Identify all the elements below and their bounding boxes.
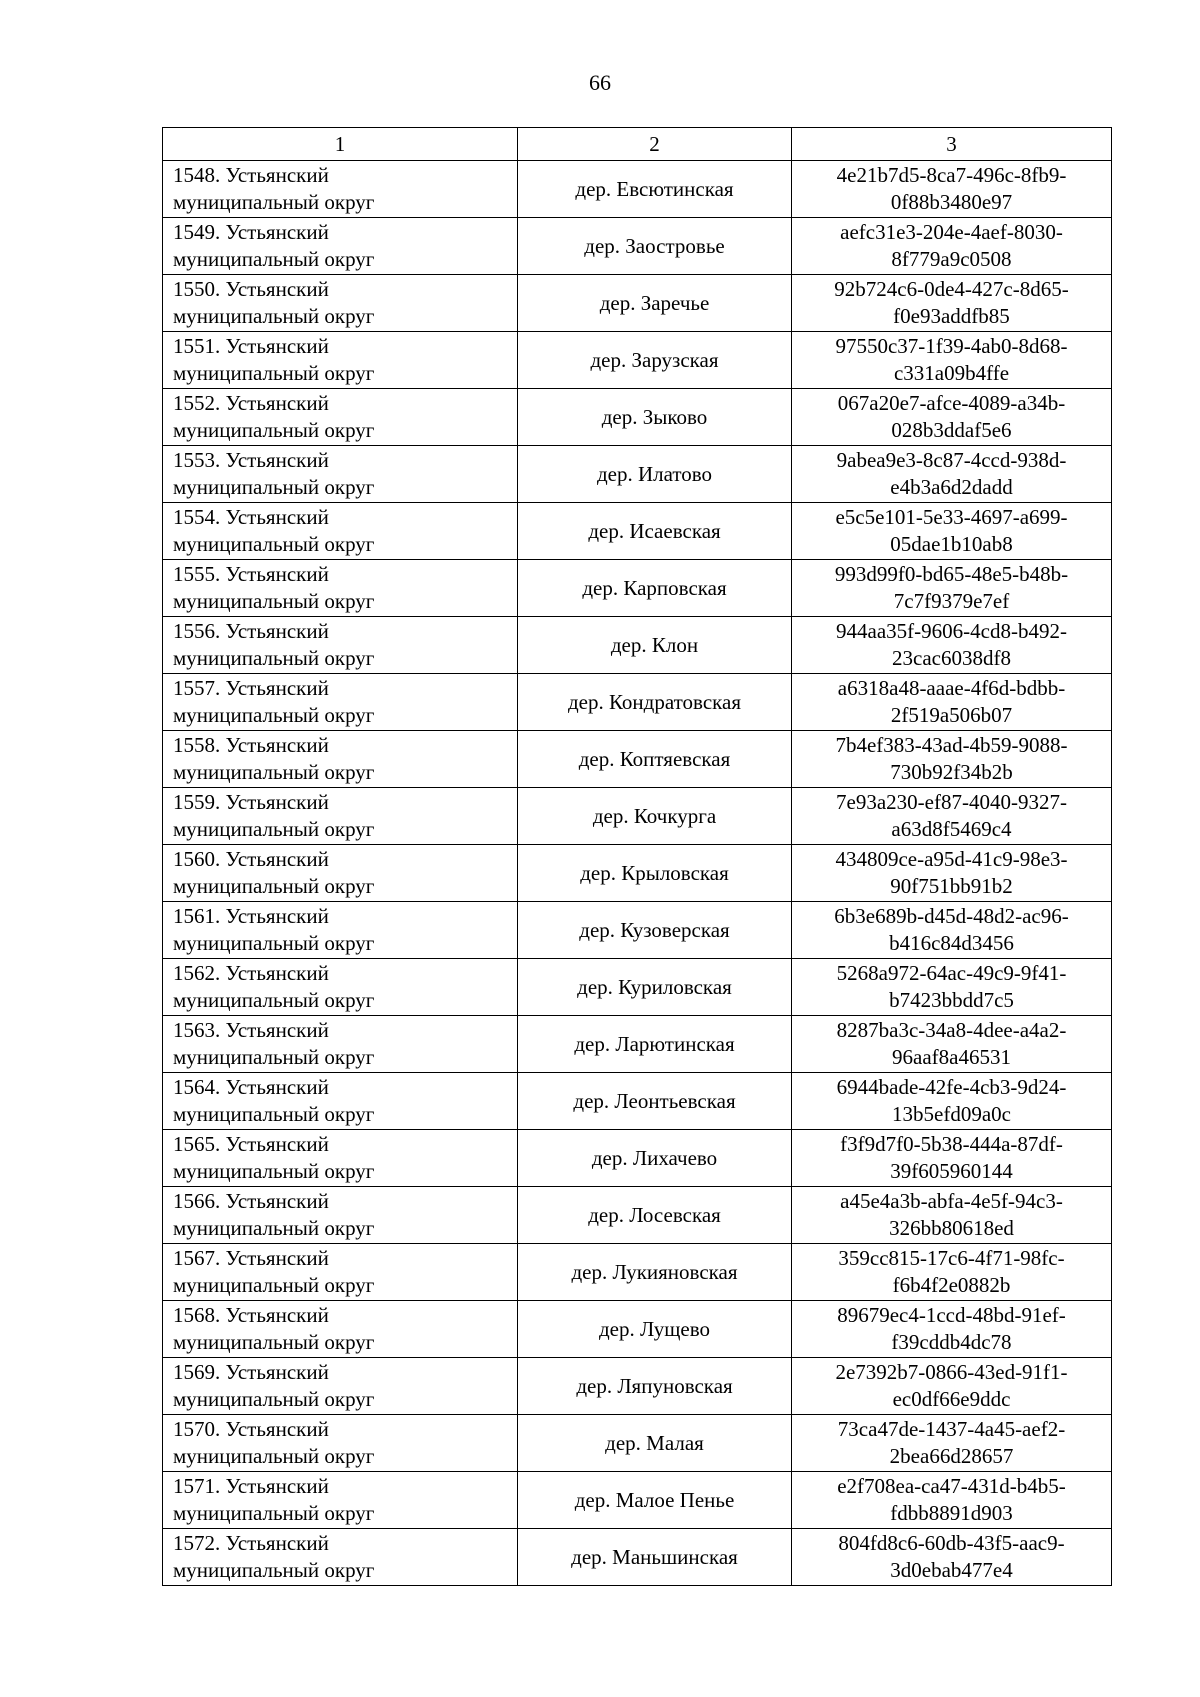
district-text: 1565. Устьянский — [173, 1132, 329, 1156]
guid-cell — [792, 674, 1112, 731]
table-row — [163, 1358, 1112, 1415]
district-cell — [163, 1358, 518, 1415]
district-text: муниципальный округ — [173, 1501, 375, 1525]
district-text: 1548. Устьянский — [173, 163, 329, 187]
district-cell — [163, 1244, 518, 1301]
guid-text: e4b3a6d2dadd — [890, 475, 1013, 499]
guid-cell — [792, 1415, 1112, 1472]
district-text: 1554. Устьянский — [173, 505, 329, 529]
guid-text: aefc31e3-204e-4aef-8030- — [840, 220, 1063, 244]
table-row — [163, 218, 1112, 275]
guid-text: f6b4f2e0882b — [892, 1273, 1011, 1297]
table-row — [163, 674, 1112, 731]
table-row — [163, 1244, 1112, 1301]
guid-text: 730b92f34b2b — [890, 760, 1013, 784]
guid-cell — [792, 845, 1112, 902]
guid-text: 96aaf8a46531 — [892, 1045, 1011, 1069]
guid-text: c331a09b4ffe — [893, 361, 1010, 385]
district-text: 1567. Устьянский — [173, 1246, 329, 1270]
village-cell: дер. Малая — [518, 1415, 792, 1472]
district-text: 1558. Устьянский — [173, 733, 329, 757]
table-row — [163, 731, 1112, 788]
table-row — [163, 560, 1112, 617]
guid-cell — [792, 1358, 1112, 1415]
guid-text: 326bb80618ed — [889, 1216, 1014, 1240]
table-row — [163, 1130, 1112, 1187]
district-cell — [163, 1016, 518, 1073]
guid-cell — [792, 218, 1112, 275]
district-text: 1549. Устьянский — [173, 220, 329, 244]
district-cell — [163, 1301, 518, 1358]
guid-cell — [792, 1187, 1112, 1244]
district-cell — [163, 617, 518, 674]
district-cell — [163, 275, 518, 332]
guid-cell — [792, 1472, 1112, 1529]
guid-text: 13b5efd09a0c — [892, 1102, 1011, 1126]
district-text: 1570. Устьянский — [173, 1417, 329, 1441]
district-text: 1557. Устьянский — [173, 676, 329, 700]
guid-text: 2f519a506b07 — [890, 703, 1013, 727]
district-text: муниципальный округ — [173, 589, 375, 613]
district-cell — [163, 1529, 518, 1586]
guid-cell — [792, 503, 1112, 560]
table-row — [163, 617, 1112, 674]
district-text: муниципальный округ — [173, 1102, 375, 1126]
village-cell: дер. Евсютинская — [518, 161, 792, 218]
guid-cell — [792, 161, 1112, 218]
village-cell: дер. Кочкурга — [518, 788, 792, 845]
guid-text: 6944bade-42fe-4cb3-9d24- — [836, 1075, 1067, 1099]
village-cell: дер. Лихачево — [518, 1130, 792, 1187]
district-text: муниципальный округ — [173, 817, 375, 841]
village-cell: дер. Лущево — [518, 1301, 792, 1358]
district-cell — [163, 902, 518, 959]
district-text: 1564. Устьянский — [173, 1075, 329, 1099]
village-cell: дер. Зарузская — [518, 332, 792, 389]
district-text: 1561. Устьянский — [173, 904, 329, 928]
header-row — [163, 128, 1112, 161]
district-text: муниципальный округ — [173, 988, 375, 1012]
table-row — [163, 1529, 1112, 1586]
guid-text: 7b4ef383-43ad-4b59-9088- — [835, 733, 1068, 757]
guid-cell — [792, 1244, 1112, 1301]
district-text: муниципальный округ — [173, 1216, 375, 1240]
guid-text: 3d0ebab477e4 — [890, 1558, 1013, 1582]
district-text: 1556. Устьянский — [173, 619, 329, 643]
district-text: 1551. Устьянский — [173, 334, 329, 358]
table-row — [163, 788, 1112, 845]
village-cell: дер. Куриловская — [518, 959, 792, 1016]
village-cell: дер. Клон — [518, 617, 792, 674]
table-row — [163, 389, 1112, 446]
village-cell: дер. Ляпуновская — [518, 1358, 792, 1415]
guid-text: 97550c37-1f39-4ab0-8d68- — [835, 334, 1068, 358]
district-cell — [163, 674, 518, 731]
village-cell: дер. Зыково — [518, 389, 792, 446]
guid-text: 39f605960144 — [890, 1159, 1013, 1183]
district-text: 1562. Устьянский — [173, 961, 329, 985]
guid-text: 9abea9e3-8c87-4ccd-938d- — [836, 448, 1067, 472]
guid-text: 90f751bb91b2 — [890, 874, 1013, 898]
guid-text: 804fd8c6-60db-43f5-aac9- — [838, 1531, 1065, 1555]
district-text: муниципальный округ — [173, 760, 375, 784]
district-cell — [163, 1073, 518, 1130]
district-cell — [163, 332, 518, 389]
guid-text: 92b724c6-0de4-427c-8d65- — [834, 277, 1069, 301]
district-cell — [163, 218, 518, 275]
guid-text: 7e93a230-ef87-4040-9327- — [836, 790, 1067, 814]
table-row — [163, 1187, 1112, 1244]
guid-text: e2f708ea-ca47-431d-b4b5- — [837, 1474, 1066, 1498]
district-text: 1569. Устьянский — [173, 1360, 329, 1384]
district-text: 1560. Устьянский — [173, 847, 329, 871]
table-row — [163, 845, 1112, 902]
table-row — [163, 161, 1112, 218]
table-row — [163, 902, 1112, 959]
district-cell — [163, 1187, 518, 1244]
header-col-3: 3 — [792, 128, 1112, 161]
guid-text: 5268a972-64ac-49c9-9f41- — [836, 961, 1067, 985]
district-text: 1559. Устьянский — [173, 790, 329, 814]
district-text: муниципальный округ — [173, 1330, 375, 1354]
district-cell — [163, 389, 518, 446]
table-row — [163, 503, 1112, 560]
guid-cell — [792, 332, 1112, 389]
district-text: муниципальный округ — [173, 247, 375, 271]
guid-text: e5c5e101-5e33-4697-a699- — [835, 505, 1068, 529]
district-cell — [163, 731, 518, 788]
guid-cell — [792, 902, 1112, 959]
village-cell: дер. Кузоверская — [518, 902, 792, 959]
guid-text: 8287ba3c-34a8-4dee-a4a2- — [836, 1018, 1067, 1042]
district-text: муниципальный округ — [173, 1444, 375, 1468]
district-text: 1571. Устьянский — [173, 1474, 329, 1498]
district-text: 1563. Устьянский — [173, 1018, 329, 1042]
district-text: муниципальный округ — [173, 1558, 375, 1582]
guid-text: 434809ce-a95d-41c9-98e3- — [835, 847, 1068, 871]
district-cell — [163, 503, 518, 560]
district-cell — [163, 845, 518, 902]
district-text: 1566. Устьянский — [173, 1189, 329, 1213]
district-text: муниципальный округ — [173, 361, 375, 385]
district-text: 1552. Устьянский — [173, 391, 329, 415]
guid-cell — [792, 1073, 1112, 1130]
table-row — [163, 275, 1112, 332]
district-text: муниципальный округ — [173, 1273, 375, 1297]
district-cell — [163, 446, 518, 503]
guid-text: b7423bbdd7c5 — [889, 988, 1014, 1012]
guid-text: 73ca47de-1437-4a45-aef2- — [837, 1417, 1066, 1441]
village-cell: дер. Крыловская — [518, 845, 792, 902]
guid-cell — [792, 731, 1112, 788]
district-text: муниципальный округ — [173, 1159, 375, 1183]
guid-cell — [792, 275, 1112, 332]
guid-text: fdbb8891d903 — [890, 1501, 1013, 1525]
district-text: муниципальный округ — [173, 418, 375, 442]
district-text: муниципальный округ — [173, 1387, 375, 1411]
district-cell — [163, 1415, 518, 1472]
district-text: 1572. Устьянский — [173, 1531, 329, 1555]
table-row — [163, 332, 1112, 389]
village-cell: дер. Заречье — [518, 275, 792, 332]
village-cell: дер. Малое Пенье — [518, 1472, 792, 1529]
table-row — [163, 1415, 1112, 1472]
guid-cell — [792, 1130, 1112, 1187]
district-cell — [163, 161, 518, 218]
district-text: муниципальный округ — [173, 304, 375, 328]
guid-text: 4e21b7d5-8ca7-496c-8fb9- — [836, 163, 1067, 187]
guid-cell — [792, 1529, 1112, 1586]
village-cell: дер. Маньшинская — [518, 1529, 792, 1586]
table-row — [163, 1016, 1112, 1073]
guid-cell — [792, 959, 1112, 1016]
guid-text: f0e93addfb85 — [893, 304, 1010, 328]
district-text: 1555. Устьянский — [173, 562, 329, 586]
village-cell: дер. Коптяевская — [518, 731, 792, 788]
guid-cell — [792, 446, 1112, 503]
guid-text: 993d99f0-bd65-48e5-b48b- — [834, 562, 1069, 586]
header-col-1: 1 — [163, 128, 518, 161]
guid-text: 0f88b3480e97 — [890, 190, 1013, 214]
guid-text: a45e4a3b-abfa-4e5f-94c3- — [840, 1189, 1063, 1213]
district-text: муниципальный округ — [173, 1045, 375, 1069]
district-text: 1553. Устьянский — [173, 448, 329, 472]
village-cell: дер. Лосевская — [518, 1187, 792, 1244]
guid-text: 028b3ddaf5e6 — [891, 418, 1012, 442]
table-body — [163, 161, 1112, 1586]
guid-text: 2e7392b7-0866-43ed-91f1- — [835, 1360, 1068, 1384]
district-text: муниципальный округ — [173, 190, 375, 214]
table-row — [163, 446, 1112, 503]
guid-text: f39cddb4dc78 — [891, 1330, 1012, 1354]
guid-cell — [792, 1301, 1112, 1358]
guid-cell — [792, 617, 1112, 674]
village-cell: дер. Леонтьевская — [518, 1073, 792, 1130]
guid-cell — [792, 560, 1112, 617]
village-cell: дер. Исаевская — [518, 503, 792, 560]
guid-text: f3f9d7f0-5b38-444a-87df- — [840, 1132, 1063, 1156]
guid-text: 23cac6038df8 — [892, 646, 1011, 670]
village-cell: дер. Ларютинская — [518, 1016, 792, 1073]
guid-text: a63d8f5469c4 — [891, 817, 1012, 841]
district-cell — [163, 959, 518, 1016]
district-text: муниципальный округ — [173, 931, 375, 955]
district-text: муниципальный округ — [173, 532, 375, 556]
guid-cell — [792, 1016, 1112, 1073]
district-cell — [163, 1472, 518, 1529]
guid-text: 6b3e689b-d45d-48d2-ac96- — [834, 904, 1069, 928]
village-cell: дер. Илатово — [518, 446, 792, 503]
guid-text: 2bea66d28657 — [889, 1444, 1014, 1468]
guid-text: 359cc815-17c6-4f71-98fc- — [838, 1246, 1065, 1270]
guid-text: b416c84d3456 — [889, 931, 1014, 955]
village-cell: дер. Кондратовская — [518, 674, 792, 731]
table-row — [163, 959, 1112, 1016]
district-cell — [163, 1130, 518, 1187]
district-text: 1550. Устьянский — [173, 277, 329, 301]
page-number: 66 — [589, 70, 611, 95]
district-text: муниципальный округ — [173, 874, 375, 898]
guid-text: 067a20e7-afce-4089-a34b- — [837, 391, 1066, 415]
guid-text: a6318a48-aaae-4f6d-bdbb- — [837, 676, 1066, 700]
guid-text: 944aa35f-9606-4cd8-b492- — [836, 619, 1067, 643]
table-row — [163, 1073, 1112, 1130]
guid-text: 7c7f9379e7ef — [893, 589, 1010, 613]
district-text: муниципальный округ — [173, 703, 375, 727]
district-text: муниципальный округ — [173, 646, 375, 670]
settlements-table — [162, 127, 1112, 1586]
guid-text: 89679ec4-1ccd-48bd-91ef- — [837, 1303, 1066, 1327]
guid-text: 8f779a9c0508 — [891, 247, 1012, 271]
village-cell: дер. Заостровье — [518, 218, 792, 275]
table-row — [163, 1472, 1112, 1529]
header-col-2: 2 — [518, 128, 792, 161]
table-header — [163, 128, 1112, 161]
guid-text: 05dae1b10ab8 — [890, 532, 1013, 556]
village-cell: дер. Лукияновская — [518, 1244, 792, 1301]
district-cell — [163, 560, 518, 617]
district-text: 1568. Устьянский — [173, 1303, 329, 1327]
district-cell — [163, 788, 518, 845]
table-row — [163, 1301, 1112, 1358]
guid-cell — [792, 389, 1112, 446]
district-text: муниципальный округ — [173, 475, 375, 499]
guid-text: ec0df66e9ddc — [892, 1387, 1011, 1411]
guid-cell — [792, 788, 1112, 845]
village-cell: дер. Карповская — [518, 560, 792, 617]
